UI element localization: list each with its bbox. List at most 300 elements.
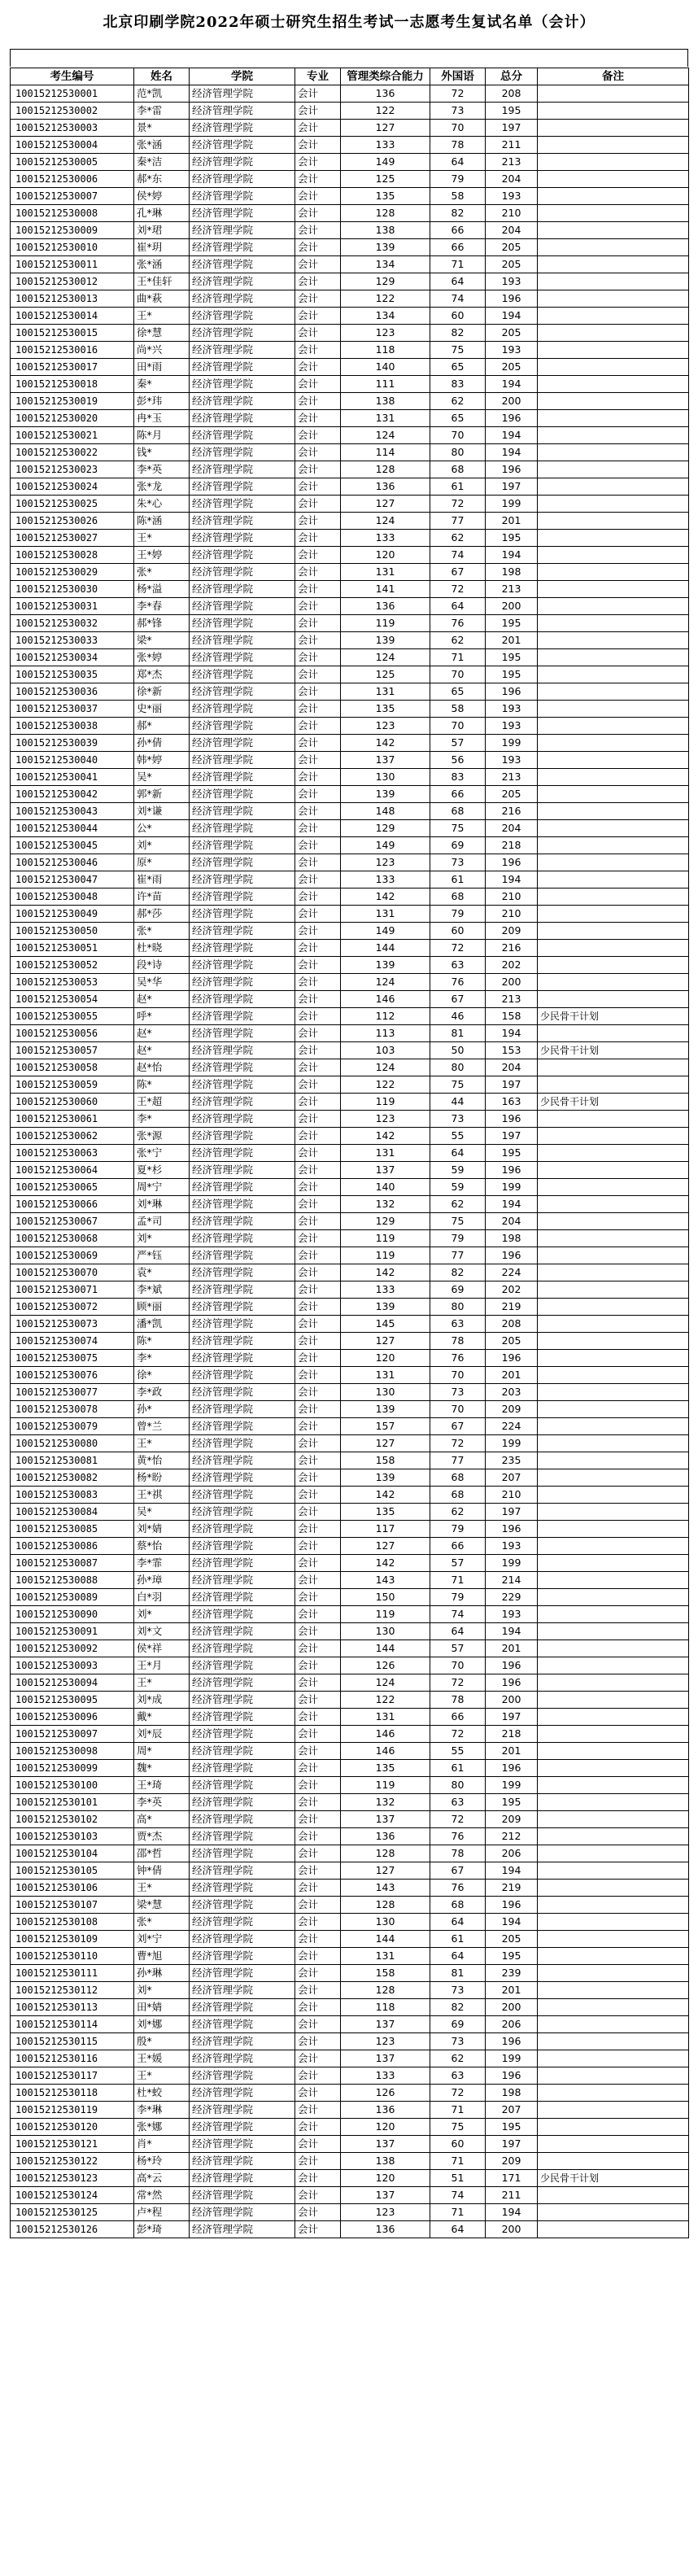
table-row (11, 1709, 689, 1726)
cell-note: 少民骨干计划 (538, 2170, 689, 2187)
cell-note (538, 1179, 689, 1196)
cell-total: 194 (486, 1196, 538, 1213)
cell-college: 经济管理学院 (190, 923, 295, 940)
cell-note (538, 1640, 689, 1657)
cell-total: 205 (486, 786, 538, 803)
cell-id: 10015212530043 (11, 803, 134, 820)
cell-major: 会计 (295, 1692, 341, 1709)
cell-total: 197 (486, 120, 538, 137)
cell-note (538, 1521, 689, 1538)
cell-major: 会计 (295, 1914, 341, 1931)
cell-name: 贾*杰 (134, 1828, 190, 1845)
cell-total: 194 (486, 308, 538, 325)
cell-major: 会计 (295, 1606, 341, 1623)
cell-total: 213 (486, 991, 538, 1008)
cell-college: 经济管理学院 (190, 1828, 295, 1845)
table-row (11, 308, 689, 325)
cell-college: 经济管理学院 (190, 1914, 295, 1931)
cell-name: 张*涵 (134, 256, 190, 273)
cell-name: 刘* (134, 837, 190, 854)
cell-note (538, 940, 689, 957)
cell-major: 会计 (295, 957, 341, 974)
cell-college: 经济管理学院 (190, 1469, 295, 1487)
cell-id: 10015212530109 (11, 1931, 134, 1948)
cell-college: 经济管理学院 (190, 1196, 295, 1213)
cell-mgmt: 131 (341, 906, 430, 923)
header-college: 学院 (190, 68, 295, 85)
cell-mgmt: 118 (341, 1999, 430, 2016)
cell-note (538, 1777, 689, 1794)
cell-note (538, 461, 689, 478)
cell-college: 经济管理学院 (190, 1299, 295, 1316)
cell-mgmt: 132 (341, 1794, 430, 1811)
cell-college: 经济管理学院 (190, 1435, 295, 1452)
table-row (11, 906, 689, 923)
cell-mgmt: 128 (341, 205, 430, 222)
cell-note (538, 376, 689, 393)
cell-id: 10015212530013 (11, 290, 134, 308)
cell-major: 会计 (295, 137, 341, 154)
cell-foreign: 76 (430, 1828, 486, 1845)
cell-college: 经济管理学院 (190, 1076, 295, 1094)
cell-name: 曾*兰 (134, 1418, 190, 1435)
cell-foreign: 58 (430, 188, 486, 205)
cell-foreign: 64 (430, 598, 486, 615)
cell-foreign: 64 (430, 2221, 486, 2238)
cell-note (538, 1982, 689, 1999)
table-row (11, 564, 689, 581)
cell-foreign: 80 (430, 1059, 486, 1076)
cell-name: 徐* (134, 1367, 190, 1384)
table-row (11, 1982, 689, 1999)
cell-id: 10015212530035 (11, 666, 134, 683)
cell-note (538, 769, 689, 786)
table-row (11, 769, 689, 786)
table-row (11, 1845, 689, 1862)
cell-id: 10015212530069 (11, 1247, 134, 1264)
cell-name: 曲*萩 (134, 290, 190, 308)
cell-college: 经济管理学院 (190, 1179, 295, 1196)
cell-total: 205 (486, 1333, 538, 1350)
cell-id: 10015212530063 (11, 1145, 134, 1162)
cell-name: 孔*琳 (134, 205, 190, 222)
cell-name: 刘*婧 (134, 1521, 190, 1538)
cell-foreign: 72 (430, 1811, 486, 1828)
cell-total: 207 (486, 2102, 538, 2119)
cell-foreign: 66 (430, 786, 486, 803)
cell-major: 会计 (295, 1794, 341, 1811)
cell-major: 会计 (295, 1777, 341, 1794)
cell-mgmt: 119 (341, 1247, 430, 1264)
cell-college: 经济管理学院 (190, 376, 295, 393)
cell-college: 经济管理学院 (190, 1692, 295, 1709)
cell-major: 会计 (295, 2153, 341, 2170)
table-row (11, 342, 689, 359)
cell-total: 195 (486, 649, 538, 666)
cell-name: 刘*珺 (134, 222, 190, 239)
table-row (11, 837, 689, 854)
page-title: 北京印刷学院2022年硕士研究生招生考试一志愿考生复试名单（会计） (103, 14, 595, 31)
candidate-table (10, 68, 689, 2238)
cell-college: 经济管理学院 (190, 1606, 295, 1623)
cell-major: 会计 (295, 1435, 341, 1452)
cell-college: 经济管理学院 (190, 308, 295, 325)
cell-major: 会计 (295, 923, 341, 940)
table-row (11, 1025, 689, 1042)
cell-mgmt: 143 (341, 1880, 430, 1897)
cell-total: 211 (486, 137, 538, 154)
cell-name: 张*宁 (134, 1145, 190, 1162)
cell-total: 195 (486, 615, 538, 632)
cell-note (538, 615, 689, 632)
cell-mgmt: 124 (341, 513, 430, 530)
cell-id: 10015212530039 (11, 735, 134, 752)
cell-note (538, 427, 689, 444)
table-row (11, 1589, 689, 1606)
cell-id: 10015212530113 (11, 1999, 134, 2016)
cell-total: 199 (486, 1179, 538, 1196)
cell-foreign: 64 (430, 1145, 486, 1162)
cell-foreign: 74 (430, 2187, 486, 2204)
cell-id: 10015212530005 (11, 154, 134, 171)
cell-note (538, 393, 689, 410)
cell-college: 经济管理学院 (190, 1042, 295, 1059)
table-row (11, 1538, 689, 1555)
cell-mgmt: 123 (341, 854, 430, 871)
cell-mgmt: 143 (341, 1572, 430, 1589)
cell-id: 10015212530015 (11, 325, 134, 342)
cell-name: 张*婷 (134, 649, 190, 666)
cell-major: 会计 (295, 1965, 341, 1982)
cell-major: 会计 (295, 2170, 341, 2187)
cell-foreign: 70 (430, 120, 486, 137)
cell-total: 163 (486, 1094, 538, 1111)
table-row (11, 273, 689, 290)
cell-id: 10015212530029 (11, 564, 134, 581)
cell-name: 彭*玮 (134, 393, 190, 410)
cell-major: 会计 (295, 478, 341, 496)
cell-foreign: 78 (430, 1692, 486, 1709)
cell-major: 会计 (295, 1111, 341, 1128)
cell-note (538, 1726, 689, 1743)
cell-mgmt: 158 (341, 1452, 430, 1469)
cell-college: 经济管理学院 (190, 1521, 295, 1538)
cell-name: 王*超 (134, 1094, 190, 1111)
cell-name: 刘*谦 (134, 803, 190, 820)
cell-foreign: 72 (430, 581, 486, 598)
cell-mgmt: 124 (341, 427, 430, 444)
cell-note (538, 1299, 689, 1316)
cell-college: 经济管理学院 (190, 854, 295, 871)
cell-name: 赵* (134, 991, 190, 1008)
cell-total: 194 (486, 2204, 538, 2221)
cell-note (538, 410, 689, 427)
cell-foreign: 76 (430, 1350, 486, 1367)
table-row (11, 1401, 689, 1418)
cell-mgmt: 120 (341, 2119, 430, 2136)
cell-college: 经济管理学院 (190, 1845, 295, 1862)
cell-note: 少民骨干计划 (538, 1008, 689, 1025)
cell-mgmt: 127 (341, 1435, 430, 1452)
cell-mgmt: 140 (341, 1179, 430, 1196)
cell-mgmt: 142 (341, 735, 430, 752)
cell-foreign: 80 (430, 1777, 486, 1794)
table-row (11, 2050, 689, 2067)
table-row (11, 786, 689, 803)
cell-major: 会计 (295, 239, 341, 256)
cell-major: 会计 (295, 547, 341, 564)
cell-id: 10015212530019 (11, 393, 134, 410)
cell-total: 210 (486, 205, 538, 222)
cell-note (538, 1487, 689, 1504)
cell-foreign: 68 (430, 1487, 486, 1504)
cell-college: 经济管理学院 (190, 889, 295, 906)
cell-major: 会计 (295, 1094, 341, 1111)
cell-total: 218 (486, 1726, 538, 1743)
cell-mgmt: 131 (341, 1948, 430, 1965)
cell-college: 经济管理学院 (190, 1367, 295, 1384)
cell-mgmt: 144 (341, 1640, 430, 1657)
cell-id: 10015212530085 (11, 1521, 134, 1538)
cell-note (538, 632, 689, 649)
cell-total: 193 (486, 1538, 538, 1555)
cell-college: 经济管理学院 (190, 2033, 295, 2050)
cell-mgmt: 137 (341, 2016, 430, 2033)
table-row (11, 1692, 689, 1709)
table-row (11, 632, 689, 649)
cell-college: 经济管理学院 (190, 1418, 295, 1435)
table-row (11, 1162, 689, 1179)
cell-mgmt: 137 (341, 2136, 430, 2153)
table-row (11, 1794, 689, 1811)
cell-id: 10015212530110 (11, 1948, 134, 1965)
cell-foreign: 61 (430, 1931, 486, 1948)
cell-total: 216 (486, 803, 538, 820)
cell-note (538, 564, 689, 581)
cell-foreign: 79 (430, 1589, 486, 1606)
table-row (11, 889, 689, 906)
cell-note (538, 2102, 689, 2119)
cell-college: 经济管理学院 (190, 205, 295, 222)
cell-foreign: 78 (430, 137, 486, 154)
cell-name: 李* (134, 1350, 190, 1367)
cell-total: 153 (486, 1042, 538, 1059)
cell-college: 经济管理学院 (190, 1640, 295, 1657)
cell-total: 196 (486, 1350, 538, 1367)
cell-name: 魏* (134, 1760, 190, 1777)
cell-total: 193 (486, 701, 538, 718)
cell-id: 10015212530094 (11, 1674, 134, 1692)
cell-college: 经济管理学院 (190, 735, 295, 752)
table-row (11, 547, 689, 564)
cell-name: 肖* (134, 2136, 190, 2153)
cell-college: 经济管理学院 (190, 1880, 295, 1897)
cell-college: 经济管理学院 (190, 803, 295, 820)
cell-total: 200 (486, 974, 538, 991)
cell-id: 10015212530107 (11, 1897, 134, 1914)
cell-mgmt: 127 (341, 120, 430, 137)
table-row (11, 1897, 689, 1914)
cell-name: 朱*心 (134, 496, 190, 513)
cell-total: 204 (486, 820, 538, 837)
cell-id: 10015212530052 (11, 957, 134, 974)
table-row (11, 325, 689, 342)
table-row (11, 1094, 689, 1111)
table-row (11, 410, 689, 427)
cell-name: 黄*怡 (134, 1452, 190, 1469)
cell-mgmt: 123 (341, 2033, 430, 2050)
cell-mgmt: 128 (341, 1845, 430, 1862)
cell-major: 会计 (295, 1897, 341, 1914)
cell-name: 张*娜 (134, 2119, 190, 2136)
cell-note (538, 649, 689, 666)
cell-note (538, 103, 689, 120)
cell-major: 会计 (295, 1674, 341, 1692)
cell-total: 224 (486, 1264, 538, 1281)
cell-college: 经济管理学院 (190, 871, 295, 889)
cell-note (538, 718, 689, 735)
cell-mgmt: 149 (341, 837, 430, 854)
cell-id: 10015212530074 (11, 1333, 134, 1350)
table-row (11, 1760, 689, 1777)
cell-foreign: 71 (430, 256, 486, 273)
cell-college: 经济管理学院 (190, 1247, 295, 1264)
cell-name: 刘*娜 (134, 2016, 190, 2033)
table-row (11, 205, 689, 222)
cell-mgmt: 124 (341, 1674, 430, 1692)
cell-total: 201 (486, 1367, 538, 1384)
cell-foreign: 65 (430, 359, 486, 376)
cell-note (538, 1350, 689, 1367)
cell-id: 10015212530026 (11, 513, 134, 530)
cell-name: 景* (134, 120, 190, 137)
cell-total: 193 (486, 1606, 538, 1623)
cell-college: 经济管理学院 (190, 1709, 295, 1726)
cell-foreign: 72 (430, 1435, 486, 1452)
cell-college: 经济管理学院 (190, 1487, 295, 1504)
cell-major: 会计 (295, 1982, 341, 1999)
cell-note (538, 1811, 689, 1828)
cell-name: 吴* (134, 1504, 190, 1521)
cell-college: 经济管理学院 (190, 461, 295, 478)
cell-major: 会计 (295, 1521, 341, 1538)
table-row (11, 171, 689, 188)
table-row (11, 1657, 689, 1674)
cell-name: 李*政 (134, 1384, 190, 1401)
cell-foreign: 79 (430, 1521, 486, 1538)
table-row (11, 393, 689, 410)
cell-major: 会计 (295, 1640, 341, 1657)
cell-total: 201 (486, 1640, 538, 1657)
cell-mgmt: 133 (341, 2067, 430, 2085)
cell-major: 会计 (295, 1213, 341, 1230)
cell-total: 197 (486, 1076, 538, 1094)
table-row (11, 1828, 689, 1845)
cell-note (538, 1589, 689, 1606)
cell-major: 会计 (295, 752, 341, 769)
cell-college: 经济管理学院 (190, 478, 295, 496)
cell-total: 196 (486, 1657, 538, 1674)
cell-id: 10015212530023 (11, 461, 134, 478)
cell-total: 199 (486, 1777, 538, 1794)
cell-major: 会计 (295, 1008, 341, 1025)
cell-foreign: 68 (430, 461, 486, 478)
cell-mgmt: 140 (341, 359, 430, 376)
cell-name: 张*源 (134, 1128, 190, 1145)
cell-total: 210 (486, 1487, 538, 1504)
cell-note (538, 1401, 689, 1418)
cell-total: 211 (486, 2187, 538, 2204)
cell-total: 196 (486, 1247, 538, 1264)
cell-note (538, 1743, 689, 1760)
cell-name: 呼* (134, 1008, 190, 1025)
cell-id: 10015212530114 (11, 2016, 134, 2033)
cell-major: 会计 (295, 1469, 341, 1487)
cell-note (538, 1999, 689, 2016)
cell-name: 秦* (134, 376, 190, 393)
cell-id: 10015212530034 (11, 649, 134, 666)
cell-foreign: 73 (430, 1982, 486, 1999)
cell-major: 会计 (295, 735, 341, 752)
cell-foreign: 69 (430, 1281, 486, 1299)
cell-total: 203 (486, 1384, 538, 1401)
cell-major: 会计 (295, 1862, 341, 1880)
cell-college: 经济管理学院 (190, 1555, 295, 1572)
cell-college: 经济管理学院 (190, 1094, 295, 1111)
cell-major: 会计 (295, 120, 341, 137)
cell-note (538, 1384, 689, 1401)
header-note: 备注 (538, 68, 689, 85)
table-row (11, 1076, 689, 1094)
table-row (11, 1316, 689, 1333)
cell-major: 会计 (295, 1504, 341, 1521)
cell-total: 171 (486, 2170, 538, 2187)
cell-id: 10015212530058 (11, 1059, 134, 1076)
cell-major: 会计 (295, 1196, 341, 1213)
cell-foreign: 68 (430, 889, 486, 906)
cell-id: 10015212530078 (11, 1401, 134, 1418)
cell-foreign: 61 (430, 478, 486, 496)
cell-id: 10015212530022 (11, 444, 134, 461)
cell-total: 201 (486, 1743, 538, 1760)
cell-foreign: 76 (430, 1880, 486, 1897)
cell-id: 10015212530106 (11, 1880, 134, 1897)
table-row (11, 1948, 689, 1965)
cell-note (538, 1435, 689, 1452)
title-row-border (10, 49, 688, 67)
cell-college: 经济管理学院 (190, 1333, 295, 1350)
cell-major: 会计 (295, 171, 341, 188)
cell-mgmt: 131 (341, 683, 430, 701)
cell-college: 经济管理学院 (190, 1025, 295, 1042)
cell-foreign: 70 (430, 1657, 486, 1674)
cell-id: 10015212530007 (11, 188, 134, 205)
cell-id: 10015212530067 (11, 1213, 134, 1230)
cell-total: 201 (486, 1982, 538, 1999)
cell-mgmt: 123 (341, 325, 430, 342)
cell-total: 201 (486, 632, 538, 649)
cell-mgmt: 142 (341, 889, 430, 906)
cell-mgmt: 148 (341, 803, 430, 820)
table-row (11, 1606, 689, 1623)
cell-mgmt: 145 (341, 1316, 430, 1333)
cell-name: 刘* (134, 1230, 190, 1247)
cell-name: 郝*锋 (134, 615, 190, 632)
cell-id: 10015212530053 (11, 974, 134, 991)
cell-name: 范*凯 (134, 85, 190, 103)
cell-note (538, 1230, 689, 1247)
cell-total: 195 (486, 103, 538, 120)
